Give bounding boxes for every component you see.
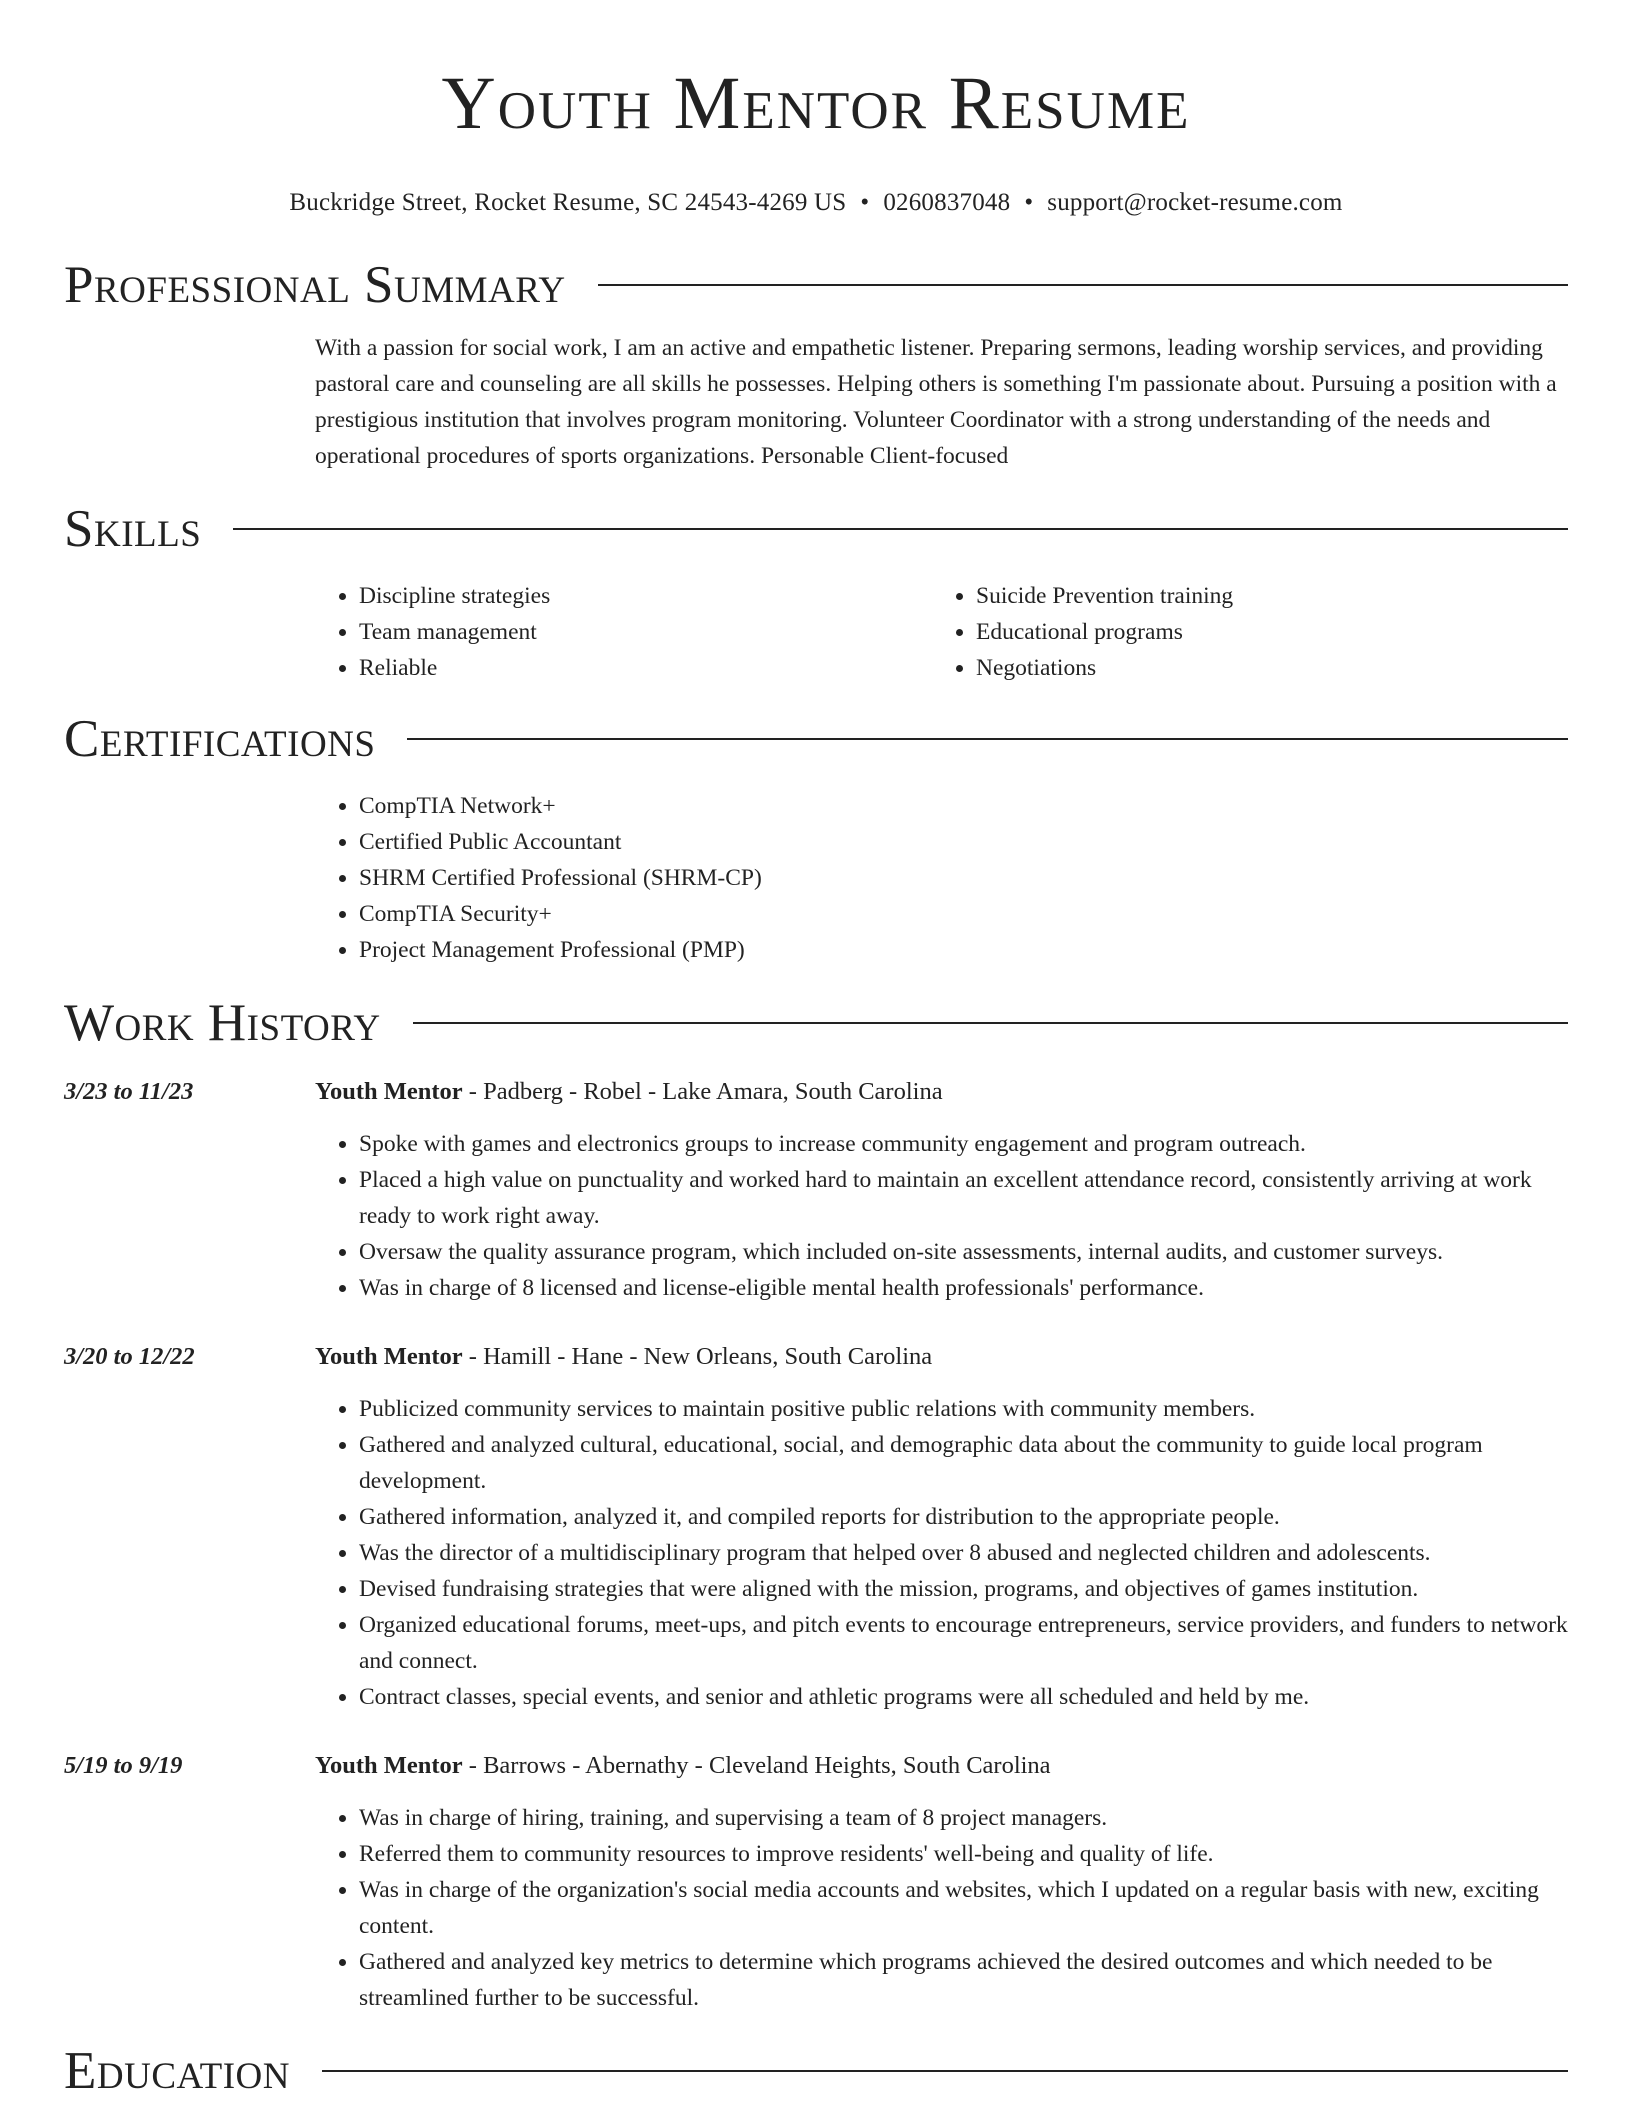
resume-page: [64, 0, 1568, 2104]
skill-item: • Discipline strategies: [359, 578, 932, 614]
job-bullet: • Gathered and analyzed cultural, educational, social, and demographic data about the community to guide local program development.: [359, 1427, 1568, 1499]
education-section-header: [64, 2038, 1568, 2104]
job-bullet: • Placed a high value on punctuality and worked hard to maintain an excellent attendance record, consistently arriving at work ready to work right away.: [359, 1162, 1568, 1234]
contact-address: Buckridge Street, Rocket Resume, SC 24543-4269 US: [289, 189, 847, 216]
skills-section-header: [64, 496, 1568, 562]
job-bullet: • Oversaw the quality assurance program, which included on-site assessments, internal audits, and customer surveys.: [359, 1234, 1568, 1270]
job-bullet: • Gathered and analyzed key metrics to determine which programs achieved the desired outcomes and which needed to be streamlined further to be successful.: [359, 1944, 1568, 2016]
job-bullet: • Contract classes, special events, and senior and athletic programs were all scheduled and held by me.: [359, 1679, 1568, 1715]
job-bullets: [315, 1391, 1568, 1715]
job-entry: [64, 1748, 1568, 2016]
job-role: Youth Mentor: [315, 1343, 463, 1370]
certification-item: • Certified Public Accountant: [359, 824, 1568, 860]
job-dates: 3/23 to 11/23: [64, 1078, 194, 1105]
certifications-block: [315, 788, 1568, 968]
job-bullet: • Gathered information, analyzed it, and compiled reports for distribution to the appropriate people.: [359, 1499, 1568, 1535]
education-section-title: Education: [64, 2042, 290, 2100]
skills-list: [315, 578, 1568, 686]
job-dates: 3/20 to 12/22: [64, 1343, 195, 1370]
job-entry: [64, 1339, 1568, 1715]
job-bullet: • Was in charge of the organization's social media accounts and websites, which I updated on a regular basis with new, exciting content.: [359, 1872, 1568, 1944]
job-bullet: • Organized educational forums, meet-ups, and pitch events to encourage entrepreneurs, service providers, and funders to network and connect.: [359, 1607, 1568, 1679]
contact-separator: •: [1024, 189, 1034, 216]
skill-item: • Negotiations: [976, 650, 1549, 686]
certification-item: • CompTIA Security+: [359, 896, 1568, 932]
skill-item: • Suicide Prevention training: [976, 578, 1549, 614]
summary-block: [315, 330, 1568, 474]
certifications-section-title: Certifications: [64, 710, 376, 768]
job-bullet: • Devised fundraising strategies that were aligned with the mission, programs, and objectives of games institution.: [359, 1571, 1568, 1607]
work-section-title: Work History: [64, 994, 381, 1052]
certification-item: • CompTIA Network+: [359, 788, 1568, 824]
contact-separator: •: [860, 189, 870, 216]
job-dates: 5/19 to 9/19: [64, 1752, 183, 1779]
job-employer: - Barrows - Abernathy - Cleveland Heights, South Carolina: [462, 1752, 1051, 1779]
certifications-section-header: [64, 706, 1568, 772]
contact-email: support@rocket-resume.com: [1047, 189, 1343, 216]
certification-item: • Project Management Professional (PMP): [359, 932, 1568, 968]
job-body: [315, 1339, 1568, 1715]
job-entry: [64, 1074, 1568, 1306]
resume-title: Youth Mentor Resume: [441, 62, 1191, 145]
summary-section-header: [64, 252, 1568, 318]
skill-item: • Team management: [359, 614, 932, 650]
job-employer: - Hamill - Hane - New Orleans, South Carolina: [462, 1343, 933, 1370]
skills-section-title: Skills: [64, 500, 202, 558]
certifications-list: [315, 788, 1568, 968]
skill-item: • Educational programs: [976, 614, 1549, 650]
job-bullet: • Referred them to community resources to improve residents' well-being and quality of life.: [359, 1836, 1568, 1872]
job-bullets: [315, 1800, 1568, 2016]
contact-line: [64, 188, 1568, 218]
job-title-line: [315, 1339, 1568, 1375]
section-divider: [233, 528, 1568, 530]
job-title-line: [315, 1748, 1568, 1784]
job-role: Youth Mentor: [315, 1752, 463, 1779]
job-role: Youth Mentor: [315, 1078, 463, 1105]
section-divider: [413, 1022, 1568, 1024]
summary-text: With a passion for social work, I am an active and empathetic listener. Preparing sermons, leading worship services, and providing pastoral care and counseling are all skills he possesses. Helping others is something I'm passionate about. Pursuing a position with a prestigious institution that involves program monitoring. Volunteer Coordinator with a strong understanding of the needs and operational procedures of sports organizations. Personable Client-focused: [315, 335, 1557, 469]
job-bullet: • Was the director of a multidisciplinary program that helped over 8 abused and neglected children and adolescents.: [359, 1535, 1568, 1571]
section-divider: [407, 738, 1568, 740]
job-bullet: • Was in charge of 8 licensed and license-eligible mental health professionals' performance.: [359, 1270, 1568, 1306]
skill-item: • Reliable: [359, 650, 932, 686]
contact-phone: 0260837048: [883, 189, 1011, 216]
job-body: [315, 1074, 1568, 1306]
work-section-header: [64, 990, 1568, 1056]
section-divider: [322, 2070, 1568, 2072]
certification-item: • SHRM Certified Professional (SHRM-CP): [359, 860, 1568, 896]
job-bullets: [315, 1126, 1568, 1306]
job-title-line: [315, 1074, 1568, 1110]
skills-column-left: [315, 578, 932, 686]
section-divider: [598, 284, 1568, 286]
job-employer: - Padberg - Robel - Lake Amara, South Carolina: [462, 1078, 943, 1105]
job-bullet: • Was in charge of hiring, training, and supervising a team of 8 project managers.: [359, 1800, 1568, 1836]
job-body: [315, 1748, 1568, 2016]
job-bullet: • Spoke with games and electronics groups to increase community engagement and program outreach.: [359, 1126, 1568, 1162]
job-bullet: • Publicized community services to maintain positive public relations with community members.: [359, 1391, 1568, 1427]
skills-column-right: [932, 578, 1549, 686]
summary-section-title: Professional Summary: [64, 256, 566, 314]
